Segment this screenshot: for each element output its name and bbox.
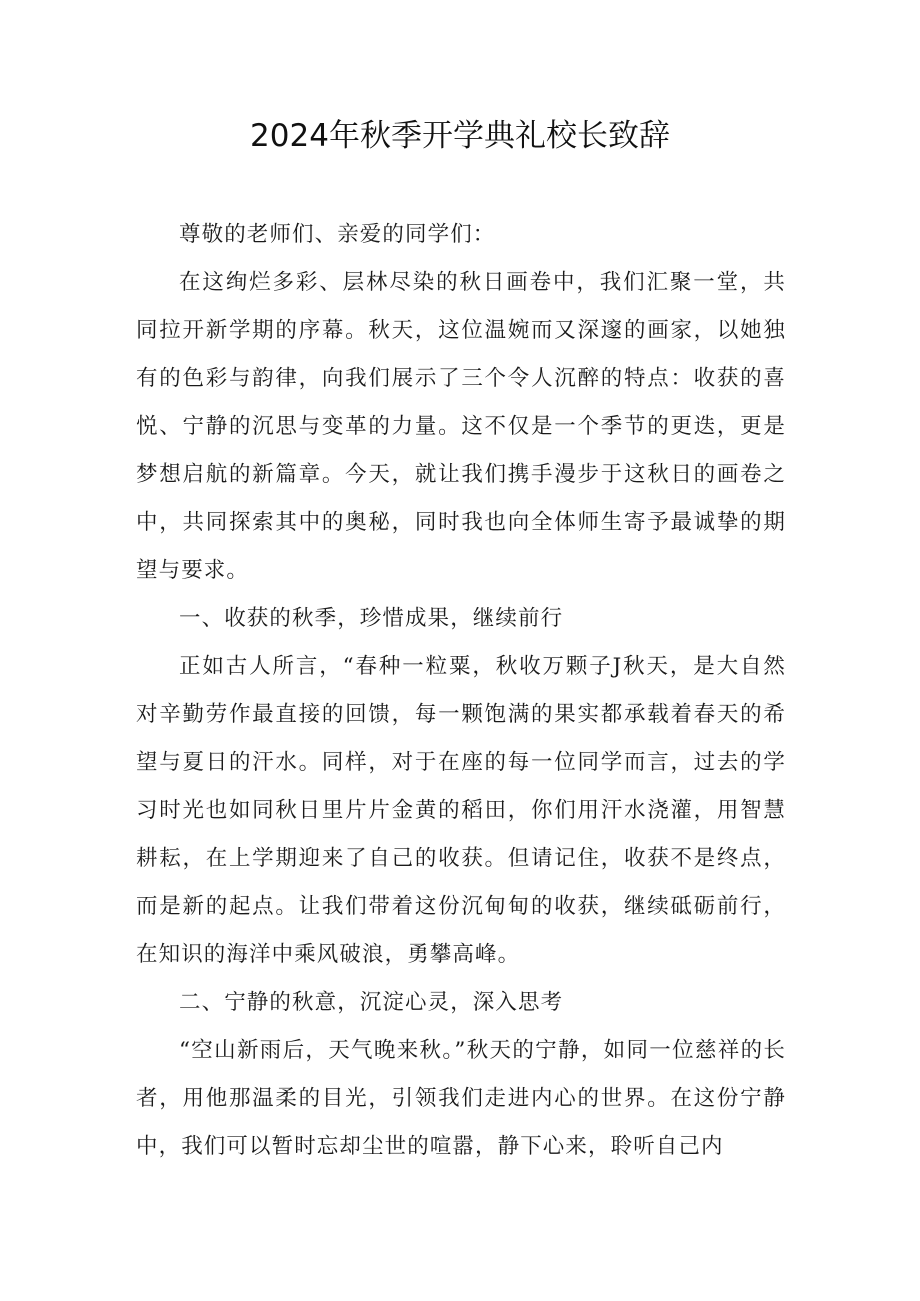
paragraph-harvest: 正如古人所言，“春种一粒粟，秋收万颗子J秋天，是大自然对辛勤劳作最直接的回馈，每一颗饱满的果实都承载着春天的希望与夏日的汗水。同样，对于在座的每一位同学而言，过去的学习时光也如同秋日里片片金黄的稻田，你们用汗水浇灌，用智慧耕耘，在上学期迎来了自己的收获。但请记住，收获不是终点，而是新的起点。让我们带着这份沉甸甸的收获，继续砥砺前行，在知识的海洋中乘风破浪，勇攀高峰。 — [136, 654, 786, 967]
section-heading-tranquility: 二、宁静的秋意，沉淀心灵，深入思考 — [179, 990, 564, 1015]
paragraph-intro: 在这绚烂多彩、层林尽染的秋日画卷中，我们汇聚一堂，共同拉开新学期的序幕。秋天，这位温婉而又深邃的画家，以她独有的色彩与韵律，向我们展示了三个令人沉醉的特点：收获的喜悦、宁静的沉思与变革的力量。这不仅是一个季节的更迭，更是梦想启航的新篇章。今天，就让我们携手漫步于这秋日的画卷之中，共同探索其中的奥秘，同时我也向全体师生寄予最诚挚的期望与要求。 — [136, 270, 786, 583]
document-title: 2024年秋季开学典礼校长致辞 — [250, 118, 670, 154]
section-heading-harvest: 一、收获的秋季，珍惜成果，继续前行 — [179, 606, 564, 631]
greeting-line: 尊敬的老师们、亲爱的同学们： — [179, 222, 496, 247]
paragraph-tranquility: “空山新雨后，天气晚来秋。”秋天的宁静，如同一位慈祥的长者，用他那温柔的目光，引领我们走进内心的世界。在这份宁静中，我们可以暂时忘却尘世的喧嚣，静下心来，聆听自己内 — [136, 1038, 786, 1159]
document-body — [136, 211, 786, 1171]
